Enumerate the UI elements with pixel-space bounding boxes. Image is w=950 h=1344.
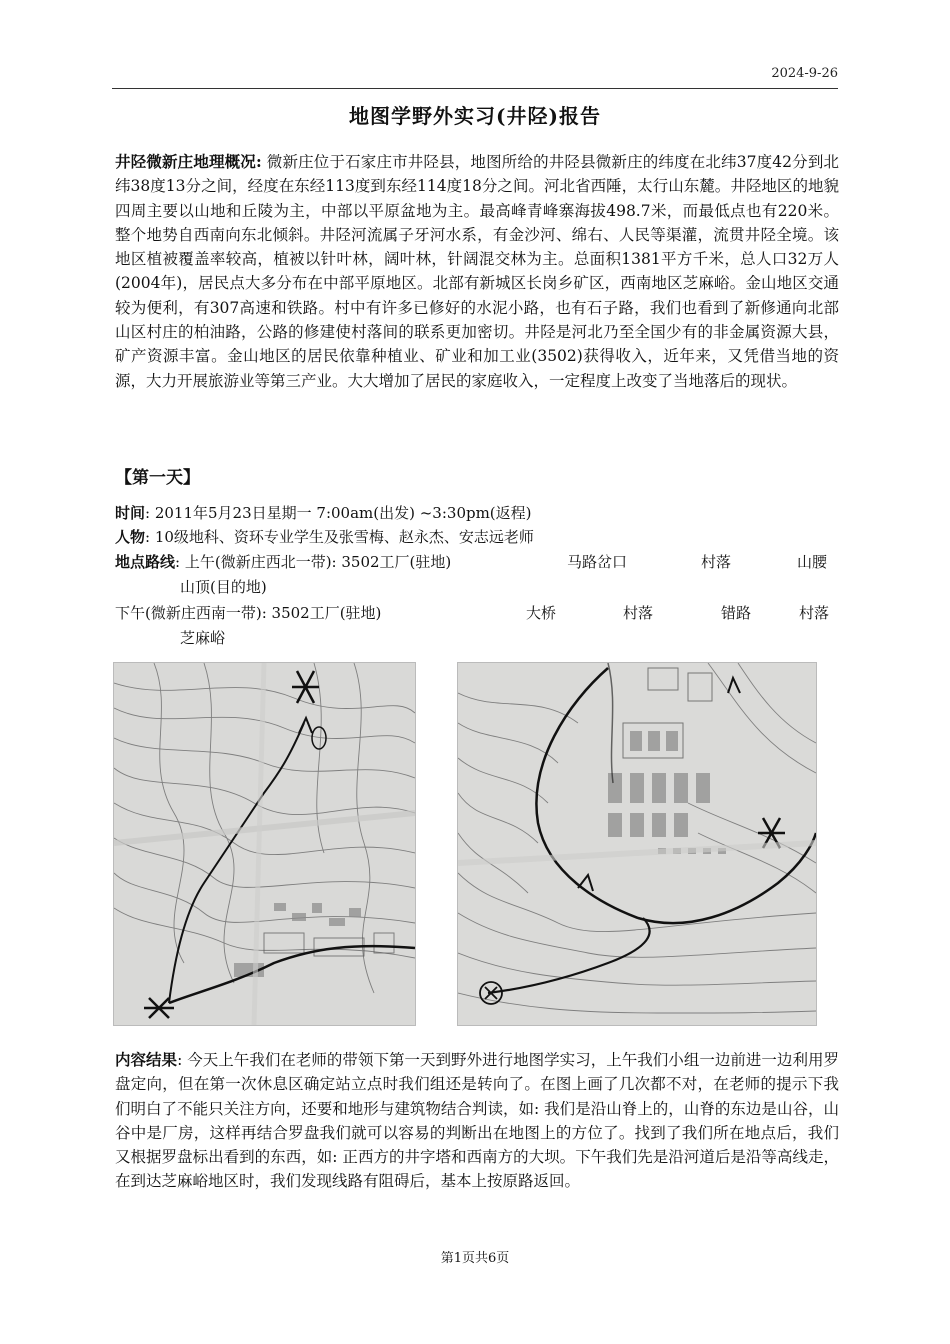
route-am-stop: 山腰 (797, 553, 828, 571)
overview-paragraph (115, 150, 839, 393)
route-am-stop: 马路岔口 (567, 553, 628, 571)
route-pm-stop: 村落 (799, 604, 830, 622)
header-date: 2024-9-26 (771, 66, 838, 81)
time-line (115, 502, 845, 523)
route-pm-end: 芝麻峪 (180, 629, 226, 647)
header-divider (112, 88, 838, 89)
route-pm-stop: 错路 (721, 604, 752, 622)
time-value: : 2011年5月23日星期一 7:00am(出发) ~3:30pm(返程) (145, 504, 532, 522)
route-am-line (115, 551, 845, 572)
results-label: 内容结果 (115, 1050, 178, 1069)
people-value: : 10级地科、资环专业学生及张雪梅、赵永杰、安志远老师 (145, 528, 534, 546)
route-am-prefix: : 上午(微新庄西北一带): 3502工厂(驻地) (175, 553, 452, 571)
topographic-map-photo-morning (113, 662, 416, 1026)
route-am-stop: 村落 (701, 553, 732, 571)
route-pm-stop: 大桥 (526, 604, 557, 622)
results-paragraph (115, 1048, 839, 1194)
people-line (115, 526, 845, 547)
results-text: : 今天上午我们在老师的带领下第一天到野外进行地图学实习，上午我们小组一边前进一边利用罗盘定向，但在第一次休息区确定站立点时我们组还是转向了。在图上画了几次都不对，在老师的提示下我们明白了不能只关注方向，还要和地形与建筑物结合判读，如: 我们是沿山脊上的，山脊的东边是山谷，山谷中是厂房，这样再结合罗盘我们就可以容易的判断出在地图上的方位了。找到了我们所在地点后，我们又根据罗盘标出看到的东西，如: 正西方的井字塔和西南方的大坝。下午我们先是沿河道后是沿等高线走，在到达芝麻峪地区时，我们发现线路有阻碍后，基本上按原路返回。 (115, 1051, 839, 1191)
topographic-map-photo-afternoon (457, 662, 817, 1026)
route-label: 地点路线 (115, 553, 176, 571)
page-footer: 第1页共6页 (440, 1251, 510, 1266)
people-label: 人物 (115, 528, 146, 546)
day1-heading: 【第一天】 (115, 468, 200, 488)
map-afternoon-icon (458, 663, 816, 1025)
route-pm-stop: 村落 (623, 604, 654, 622)
overview-label: 井陉微新庄地理概况: (115, 152, 262, 171)
map-morning-icon (114, 663, 415, 1025)
time-label: 时间 (115, 504, 146, 522)
route-pm-prefix: 下午(微新庄西南一带): 3502工厂(驻地) (115, 604, 382, 622)
overview-text: 微新庄位于石家庄市井陉县，地图所给的井陉县微新庄的纬度在北纬37度42分到北纬38度13分之间，经度在东经113度到东经114度18分之间。河北省西陲，太行山东麓。井陉地区的地貌四周主要以山地和丘陵为主，中部以平原盆地为主。最高峰青峰寨海拔498.7米，而最低点也有220米。整个地势自西南向东北倾斜。井陉河流属子牙河水系，有金沙河、绵右、人民等渠灌，流贯井陉全境。该地区植被覆盖率较高，植被以针叶林，阔叶林，针阔混交林为主。总面积1381平方千米，总人口32万人(2004年)，居民点大多分布在中部平原地区。北部有新城区长岗乡矿区，西南地区芝麻峪。金山地区交通较为便利，有307高速和铁路。村中有许多已修好的水泥小路，也有石子路，我们也看到了新修通向北部山区村庄的柏油路，公路的修建使村落间的联系更加密切。井陉是河北乃至全国少有的非金属资源大县，矿产资源丰富。金山地区的居民依靠种植业、矿业和加工业(3502)获得收入，近年来，又凭借当地的资源，大力开展旅游业等第三产业。大大增加了居民的家庭收入，一定程度上改变了当地落后的现状。 (115, 153, 839, 390)
page-title: 地图学野外实习(井陉)报告 (349, 104, 601, 128)
route-am-end: 山顶(目的地) (180, 578, 267, 596)
route-pm-line (115, 602, 845, 623)
